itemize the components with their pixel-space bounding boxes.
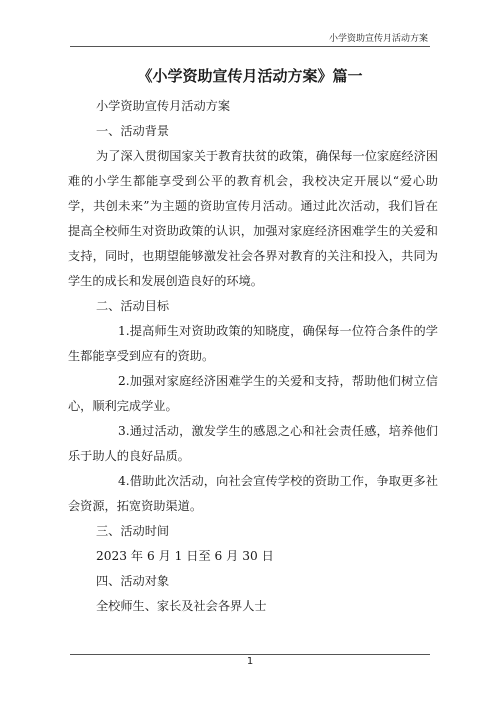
activity-time: 2023 年 6 月 1 日至 6 月 30 日 <box>96 549 274 563</box>
document-subtitle: 小学资助宣传月活动方案 <box>96 99 231 113</box>
section-heading-audience: 四、活动对象 <box>96 574 170 588</box>
goal-item-2: 2.加强对家庭经济困难学生的关爱和支持，帮助他们树立信心，顺利完成学业。 <box>68 374 438 413</box>
section-heading-time: 三、活动时间 <box>96 524 170 538</box>
section-heading-goals: 二、活动目标 <box>96 299 170 313</box>
running-title: 小学资助宣传月活动方案 <box>328 34 428 44</box>
goal-item-1: 1.提高师生对资助政策的知晓度，确保每一位符合条件的学生都能享受到应有的资助。 <box>68 324 438 363</box>
document-body <box>68 94 438 619</box>
goal-item-3: 3.通过活动，激发学生的感恩之心和社会责任感，培养他们乐于助人的良好品质。 <box>68 424 438 463</box>
footer-divider <box>70 654 430 655</box>
document-title: 《小学资助宣传月活动方案》篇一 <box>137 67 363 85</box>
goal-item-4: 4.借助此次活动，向社会宣传学校的资助工作，争取更多社会资源，拓宽资助渠道。 <box>68 474 438 513</box>
page-header <box>70 30 430 47</box>
background-paragraph: 为了深入贯彻国家关于教育扶贫的政策，确保每一位家庭经济困难的小学生都能享受到公平的教育机会，我校决定开展以“爱心助学，共创未来”为主题的资助宣传月活动。通过此次活动，我们旨在提高全校师生对资助政策的认识，加强对家庭经济困难学生的关爱和支持，同时，也期望能够激发社会各界对教育的关注和投入，共同为学生的成长和发展创造良好的环境。 <box>68 149 438 288</box>
activity-audience: 全校师生、家长及社会各界人士 <box>96 599 267 613</box>
section-heading-background: 一、活动背景 <box>96 124 170 138</box>
page-number: 1 <box>246 656 254 667</box>
